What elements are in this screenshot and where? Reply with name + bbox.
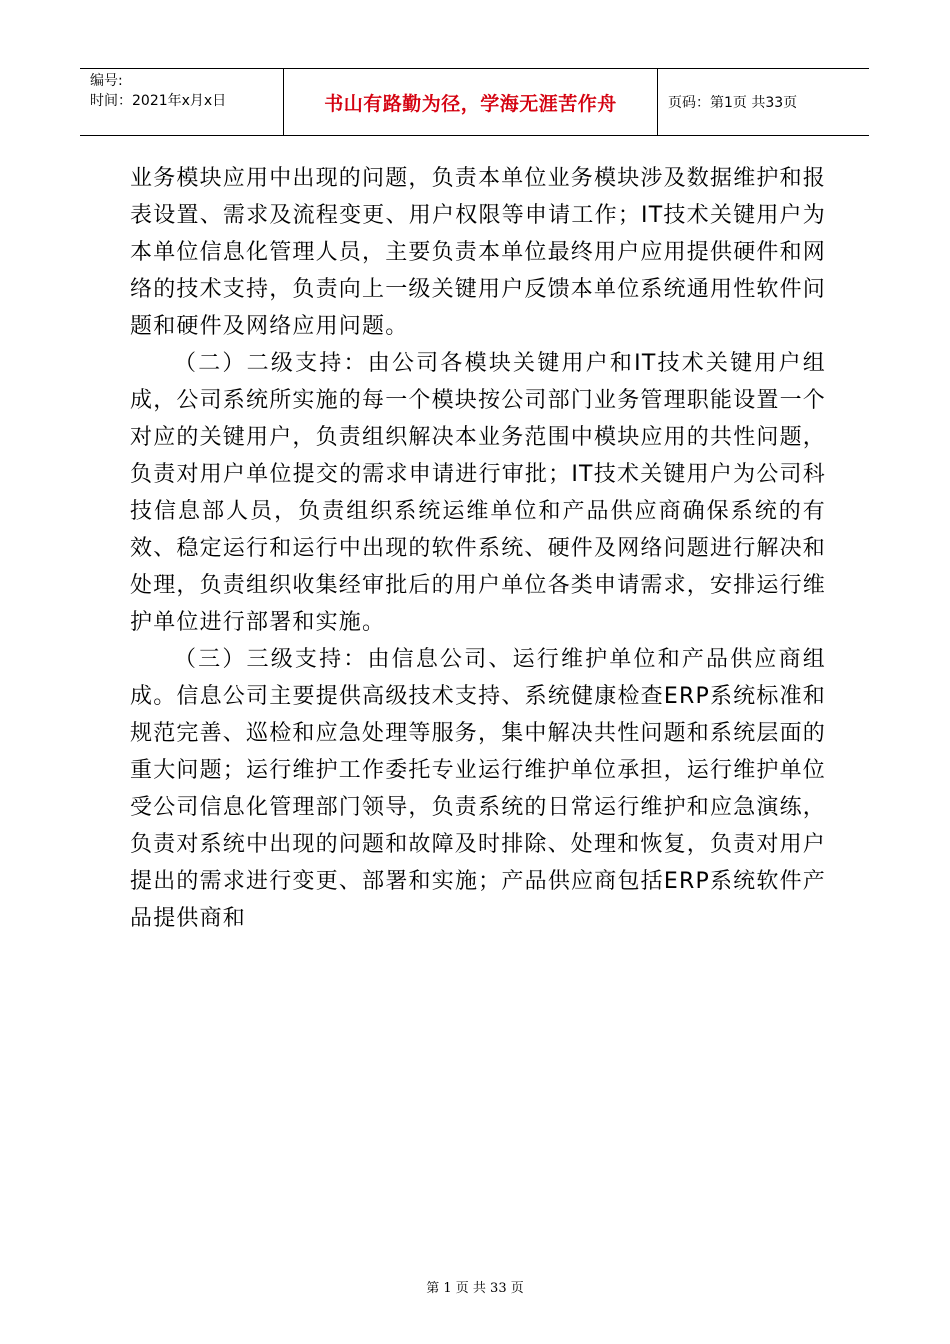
paragraph-1: 业务模块应用中出现的问题，负责本单位业务模块涉及数据维护和报表设置、需求及流程变更、用户权限等申请工作；IT技术关键用户为本单位信息化管理人员，主要负责本单位最终用户应用提供硬件和网络的技术支持，负责向上一级关键用户反馈本单位系统通用性软件问题和硬件及网络应用问题。 bbox=[130, 166, 827, 339]
doc-number-label: 编号: bbox=[90, 73, 123, 89]
paragraph-2: （二）二级支持：由公司各模块关键用户和IT技术关键用户组成，公司系统所实施的每一个模块按公司部门业务管理职能设置一个对应的关键用户，负责组织解决本业务范围中模块应用的共性问题，负责对用户单位提交的需求申请进行审批；IT技术关键用户为公司科技信息部人员，负责组织系统运维单位和产品供应商确保系统的有效、稳定运行和运行中出现的软件系统、硬件及网络问题进行解决和处理，负责组织收集经审批后的用户单位各类申请需求，安排运行维护单位进行部署和实施。 bbox=[130, 351, 827, 635]
header-page-info: 页码：第1页 共33页 bbox=[668, 95, 798, 111]
page-footer: 第 1 页 共 33 页 bbox=[426, 1281, 524, 1296]
header-meta bbox=[80, 69, 284, 135]
document-body bbox=[130, 160, 826, 937]
paragraph-3: （三）三级支持：由信息公司、运行维护单位和产品供应商组成。信息公司主要提供高级技术支持、系统健康检查ERP系统标准和规范完善、巡检和应急处理等服务，集中解决共性问题和系统层面的重大问题；运行维护工作委托专业运行维护单位承担，运行维护单位受公司信息化管理部门领导，负责系统的日常运行维护和应急演练，负责对系统中出现的问题和故障及时排除、处理和恢复，负责对用户提出的需求进行变更、部署和实施；产品供应商包括ERP系统软件产品提供商和 bbox=[130, 647, 827, 931]
time-label: 时间：2021年x月x日 bbox=[90, 93, 227, 109]
header-motto: 书山有路勤为径，学海无涯苦作舟 bbox=[284, 69, 658, 135]
page-header bbox=[80, 68, 869, 136]
